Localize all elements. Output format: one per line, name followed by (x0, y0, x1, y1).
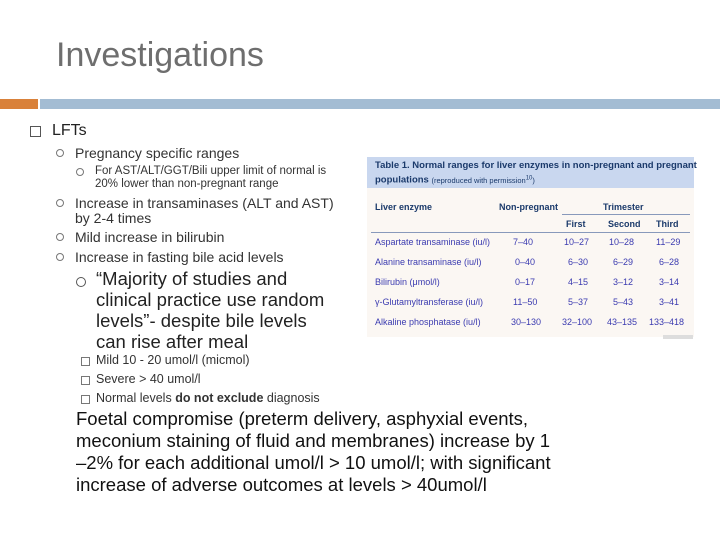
level-normal-pre: Normal levels (96, 391, 176, 405)
ring-bullet-icon (56, 199, 64, 207)
th-trimester: Trimester (603, 202, 644, 212)
table-title-line1: Table 1. Normal ranges for liver enzymes in non-pregnant and pregnant (375, 160, 697, 171)
cell-second: 43–135 (607, 317, 638, 327)
quote-line4: can rise after meal (96, 331, 249, 352)
cell-second: 3–12 (613, 277, 634, 287)
cell-first: 4–15 (568, 277, 589, 287)
slide-title: Investigations (56, 36, 264, 74)
table-title-note-close: ) (532, 175, 535, 185)
table-title (375, 160, 697, 187)
level-severe: Severe > 40 umol/l (96, 372, 201, 386)
table-footer-mark (663, 335, 693, 339)
ring-bullet-icon (56, 233, 64, 241)
ring-bullet-icon (56, 253, 64, 261)
level-normal (96, 391, 320, 405)
cell-nonpreg: 0–17 (515, 277, 536, 287)
ring-bullet-icon (76, 168, 84, 176)
header-accent-bar (0, 99, 38, 109)
lfts-bullet: LFTs (52, 122, 87, 139)
th-third: Third (656, 219, 679, 229)
th-second: Second (608, 219, 641, 229)
cell-enzyme: Bilirubin (μmol/l) (375, 277, 440, 287)
cell-second: 10–28 (609, 237, 635, 247)
bullet-transaminases-line1: Increase in transaminases (ALT and AST) (75, 195, 334, 211)
foetal-line1: Foetal compromise (preterm delivery, asphyxial events, (76, 408, 529, 429)
th-first: First (566, 219, 586, 229)
header-rule (371, 232, 690, 233)
cell-third: 3–14 (659, 277, 680, 287)
square-bullet-icon (81, 376, 90, 385)
cell-first: 5–37 (568, 297, 589, 307)
foetal-line4: increase of adverse outcomes at levels > 40umol/l (76, 474, 487, 495)
cell-nonpreg: 7–40 (513, 237, 534, 247)
cell-enzyme: Alkaline phosphatase (iu/l) (375, 317, 481, 327)
foetal-line3: –2% for each additional umol/l > 10 umol/l; with significant (76, 452, 551, 473)
cell-nonpreg: 0–40 (515, 257, 536, 267)
cell-first: 10–27 (564, 237, 590, 247)
level-normal-post: diagnosis (263, 391, 320, 405)
bullet-bilirubin: Mild increase in bilirubin (75, 229, 225, 245)
foetal-line2: meconium staining of fluid and membranes) increase by 1 (76, 430, 551, 451)
square-bullet-icon (81, 357, 90, 366)
ring-bullet-icon (56, 149, 64, 157)
square-bullet-icon (81, 395, 90, 404)
ring-bullet-icon (76, 277, 86, 287)
header-rule-bar (40, 99, 720, 109)
trimester-rule (562, 214, 690, 215)
bullet-bile-acid: Increase in fasting bile acid levels (75, 249, 284, 265)
quote-line2: clinical practice use random (96, 289, 325, 310)
cell-second: 5–43 (613, 297, 634, 307)
table-title-populations: populations (375, 174, 429, 186)
cell-third: 11–29 (656, 237, 681, 247)
cell-third: 3–41 (659, 297, 680, 307)
cell-enzyme: Aspartate transaminase (iu/l) (375, 237, 491, 247)
th-non-pregnant: Non-pregnant (499, 202, 558, 212)
cell-first: 32–100 (562, 317, 593, 327)
table-title-note (431, 176, 534, 185)
cell-third: 133–418 (649, 317, 685, 327)
cell-enzyme: Alanine transaminase (iu/l) (375, 257, 482, 267)
level-mild: Mild 10 - 20 umol/l (micmol) (96, 353, 250, 367)
quote-line3: levels”- despite bile levels (96, 310, 307, 331)
bullet-pregnancy-ranges: Pregnancy specific ranges (75, 145, 240, 161)
liver-enzyme-table (367, 157, 697, 337)
level-normal-bold: do not exclude (175, 391, 264, 405)
quote-line1: “Majority of studies and (96, 268, 288, 289)
cell-third: 6–28 (659, 257, 680, 267)
table-title-note-text: (reproduced with permission (431, 175, 526, 185)
cell-first: 6–30 (568, 257, 589, 267)
cell-nonpreg: 11–50 (513, 297, 538, 307)
cell-second: 6–29 (613, 257, 634, 267)
square-bullet-icon (30, 126, 41, 137)
cell-nonpreg: 30–130 (511, 317, 542, 327)
table-title-line2 (375, 172, 697, 187)
bullet-transaminases-line2: by 2-4 times (75, 210, 152, 226)
bullet-upper-limit-line1: For AST/ALT/GGT/Bili upper limit of normal is (95, 165, 327, 177)
bullet-upper-limit-line2: 20% lower than non-pregnant range (95, 178, 279, 190)
cell-enzyme: γ-Glutamyltransferase (iu/l) (375, 297, 484, 307)
table-title-note-ref: 10 (525, 175, 533, 181)
th-liver-enzyme: Liver enzyme (375, 202, 433, 212)
table-title-band (367, 157, 697, 188)
